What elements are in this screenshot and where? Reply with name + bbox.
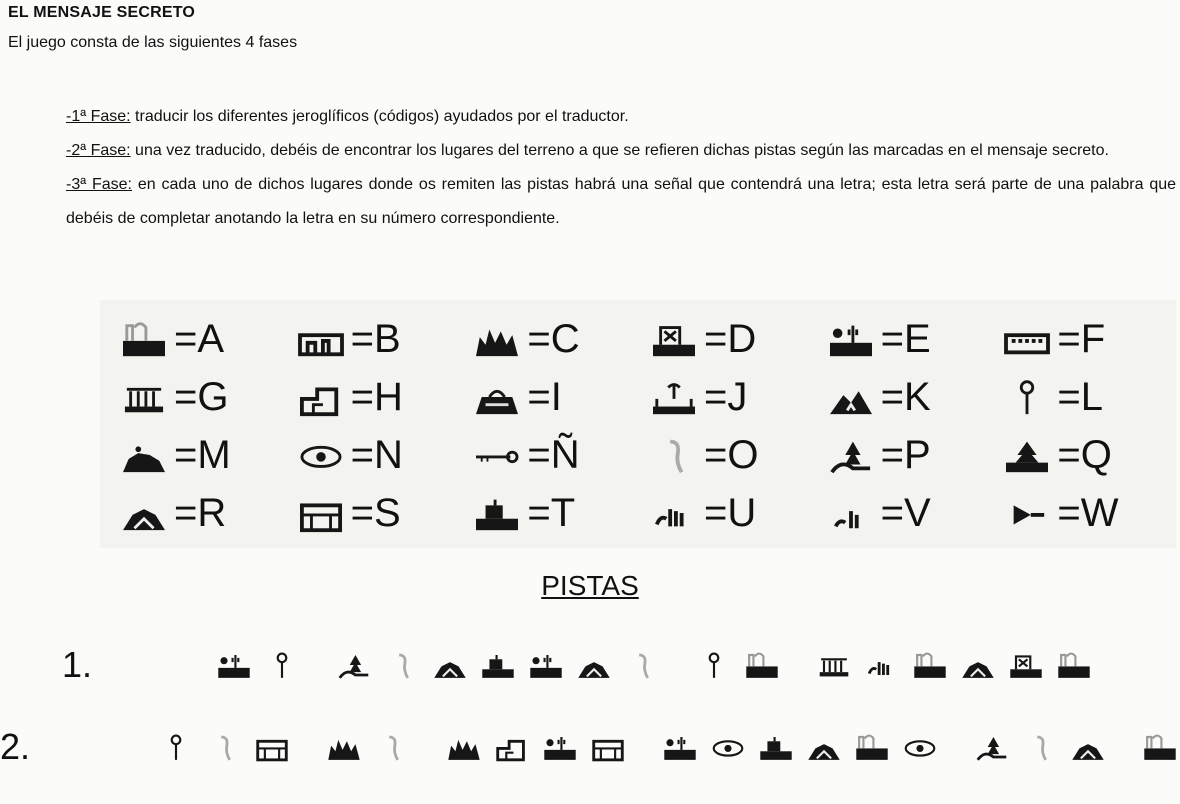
s-icon bbox=[588, 730, 634, 770]
code-letter: =J bbox=[704, 375, 748, 419]
n-icon bbox=[293, 434, 349, 476]
a-icon bbox=[1054, 648, 1100, 688]
code-entry bbox=[823, 488, 1000, 538]
code-letter: =M bbox=[174, 433, 231, 477]
p-icon bbox=[334, 648, 380, 688]
a-icon bbox=[116, 318, 172, 360]
r-icon bbox=[804, 730, 850, 770]
code-letter: =B bbox=[350, 317, 401, 361]
u-icon bbox=[646, 492, 702, 534]
d-icon bbox=[646, 318, 702, 360]
n-icon bbox=[708, 730, 754, 770]
e-icon bbox=[526, 648, 572, 688]
r-icon bbox=[574, 648, 620, 688]
p-icon bbox=[823, 434, 879, 476]
q-icon bbox=[999, 434, 1055, 476]
phase-3-label: -3ª Fase: bbox=[66, 176, 133, 193]
phase-2-text: una vez traducido, debéis de encontrar los lugares del terreno a que se refieren dichas pistas según las marcadas en el mensaje secreto. bbox=[130, 142, 1109, 159]
g-icon bbox=[814, 648, 860, 688]
code-letter: =F bbox=[1057, 317, 1106, 361]
o-icon bbox=[1020, 730, 1066, 770]
i-icon bbox=[469, 376, 525, 418]
pistas-heading: PISTAS bbox=[541, 570, 639, 601]
h-icon bbox=[492, 730, 538, 770]
code-entry bbox=[823, 372, 1000, 422]
code-letter: =N bbox=[350, 433, 403, 477]
code-entry bbox=[469, 372, 646, 422]
code-letter: =S bbox=[350, 491, 401, 535]
code-letter: =V bbox=[880, 491, 931, 535]
code-letter: =U bbox=[704, 491, 757, 535]
clue-glyph-row bbox=[156, 730, 1180, 770]
code-letter: =I bbox=[527, 375, 562, 419]
p-icon bbox=[972, 730, 1018, 770]
code-letter: =O bbox=[704, 433, 759, 477]
word-space bbox=[1116, 730, 1138, 770]
code-entry bbox=[469, 314, 646, 364]
e-icon bbox=[823, 318, 879, 360]
code-entry bbox=[293, 488, 470, 538]
r-icon bbox=[430, 648, 476, 688]
l-icon bbox=[262, 648, 308, 688]
code-entry bbox=[646, 372, 823, 422]
document-title: EL MENSAJE SECRETO bbox=[8, 4, 196, 21]
phase-1-label: -1ª Fase: bbox=[66, 108, 131, 125]
code-letter: =W bbox=[1057, 491, 1119, 535]
word-space bbox=[636, 730, 658, 770]
h-icon bbox=[293, 376, 349, 418]
code-entry bbox=[293, 372, 470, 422]
code-letter: =A bbox=[174, 317, 225, 361]
f-icon bbox=[999, 318, 1055, 360]
code-entry bbox=[116, 430, 293, 480]
o-icon bbox=[646, 434, 702, 476]
code-entry bbox=[646, 430, 823, 480]
code-letter: =L bbox=[1057, 375, 1103, 419]
word-space bbox=[420, 730, 442, 770]
t-icon bbox=[469, 492, 525, 534]
code-entry bbox=[823, 430, 1000, 480]
e-icon bbox=[540, 730, 586, 770]
code-letter: =E bbox=[880, 317, 931, 361]
o-icon bbox=[622, 648, 668, 688]
code-entry bbox=[293, 314, 470, 364]
w-icon bbox=[999, 492, 1055, 534]
n-icon bbox=[900, 730, 946, 770]
code-entry bbox=[116, 372, 293, 422]
m-icon bbox=[116, 434, 172, 476]
code-letter: =R bbox=[174, 491, 227, 535]
a-icon bbox=[1140, 730, 1180, 770]
code-entry bbox=[116, 488, 293, 538]
phase-1-text: traducir los diferentes jeroglíficos (códigos) ayudados por el traductor. bbox=[130, 108, 629, 125]
c-icon bbox=[469, 318, 525, 360]
clue-2 bbox=[0, 720, 1180, 780]
c-icon bbox=[324, 730, 370, 770]
phase-3-text: en cada uno de dichos lugares donde os remiten las pistas habrá una señal que contendrá una letra; esta letra será parte de una palabra que debéis de completar anotando la letra en su número correspondiente. bbox=[66, 176, 1177, 227]
v-icon bbox=[823, 492, 879, 534]
s-icon bbox=[293, 492, 349, 534]
code-entry bbox=[116, 314, 293, 364]
t-icon bbox=[756, 730, 802, 770]
clue-glyph-row bbox=[214, 648, 1100, 688]
phase-1 bbox=[66, 100, 1176, 134]
hieroglyph-translator bbox=[100, 300, 1176, 548]
phase-2-label: -2ª Fase: bbox=[66, 142, 131, 159]
code-entry bbox=[293, 430, 470, 480]
j-icon bbox=[646, 376, 702, 418]
c-icon bbox=[444, 730, 490, 770]
d-icon bbox=[1006, 648, 1052, 688]
word-space bbox=[790, 648, 812, 688]
u-icon bbox=[862, 648, 908, 688]
enie-icon bbox=[469, 434, 525, 476]
code-letter: =G bbox=[174, 375, 229, 419]
g-icon bbox=[116, 376, 172, 418]
phase-3 bbox=[66, 168, 1176, 236]
document-subtitle: El juego consta de las siguientes 4 fases bbox=[8, 34, 298, 51]
code-entry bbox=[469, 430, 646, 480]
code-letter: =H bbox=[350, 375, 403, 419]
code-entry bbox=[999, 314, 1176, 364]
e-icon bbox=[214, 648, 260, 688]
code-entry bbox=[999, 430, 1176, 480]
r-icon bbox=[958, 648, 1004, 688]
word-space bbox=[300, 730, 322, 770]
word-space bbox=[948, 730, 970, 770]
phase-2 bbox=[66, 134, 1176, 168]
l-icon bbox=[694, 648, 740, 688]
code-letter: =T bbox=[527, 491, 576, 535]
code-letter: =P bbox=[880, 433, 931, 477]
phases-list bbox=[66, 100, 1176, 236]
word-space bbox=[670, 648, 692, 688]
s-icon bbox=[252, 730, 298, 770]
word-space bbox=[310, 648, 332, 688]
r-icon bbox=[116, 492, 172, 534]
a-icon bbox=[852, 730, 898, 770]
code-letter: =C bbox=[527, 317, 580, 361]
k-icon bbox=[823, 376, 879, 418]
code-entry bbox=[823, 314, 1000, 364]
l-icon bbox=[999, 376, 1055, 418]
code-entry bbox=[469, 488, 646, 538]
o-icon bbox=[204, 730, 250, 770]
o-icon bbox=[382, 648, 428, 688]
r-icon bbox=[1068, 730, 1114, 770]
code-letter: =Q bbox=[1057, 433, 1112, 477]
a-icon bbox=[910, 648, 956, 688]
e-icon bbox=[660, 730, 706, 770]
o-icon bbox=[372, 730, 418, 770]
code-entry bbox=[646, 314, 823, 364]
t-icon bbox=[478, 648, 524, 688]
clue-1 bbox=[0, 640, 1180, 700]
a-icon bbox=[742, 648, 788, 688]
b-icon bbox=[293, 318, 349, 360]
code-entry bbox=[646, 488, 823, 538]
clue-number: 2. bbox=[0, 726, 31, 767]
l-icon bbox=[156, 730, 202, 770]
code-letter: =K bbox=[880, 375, 931, 419]
clue-number: 1. bbox=[62, 644, 93, 685]
code-entry bbox=[999, 372, 1176, 422]
code-letter: =Ñ bbox=[527, 433, 580, 477]
code-letter: =D bbox=[704, 317, 757, 361]
code-entry bbox=[999, 488, 1176, 538]
